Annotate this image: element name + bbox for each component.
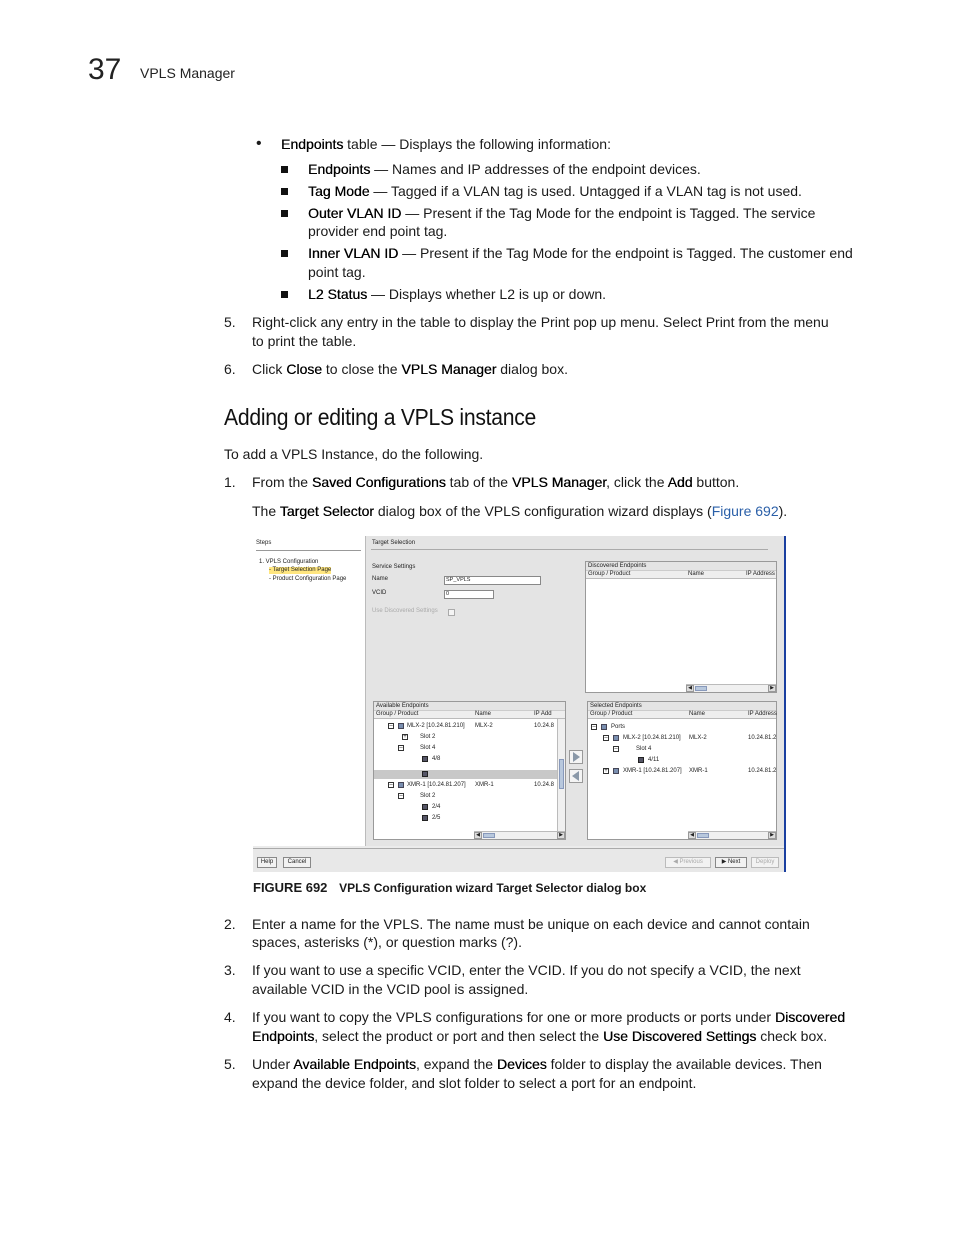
tree-item[interactable]: 2/5	[432, 815, 441, 821]
figure-caption	[253, 878, 646, 898]
scroll-thumb[interactable]	[695, 686, 707, 691]
tree-item-name: XMR-1	[689, 768, 708, 774]
chapter-number: 37	[88, 53, 122, 86]
available-hscrollbar[interactable]	[474, 831, 565, 839]
previous-button[interactable]: ◀ Previous	[665, 857, 711, 868]
square-bullet-icon	[281, 166, 288, 173]
step-6: Click Close to close the VPLS Manager dialog box.	[252, 361, 568, 377]
use-discovered-checkbox[interactable]	[448, 609, 455, 616]
tree-item[interactable]: XMR-1 [10.24.81.207]	[407, 782, 466, 788]
arrow-left-icon	[570, 770, 582, 782]
scroll-thumb[interactable]	[483, 833, 495, 838]
collapse-icon[interactable]: –	[604, 735, 608, 741]
cancel-button[interactable]: Cancel	[283, 857, 311, 868]
sub-bullet-inner-vlan: Inner VLAN ID — Present if the Tag Mode for the endpoint is Tagged. The customer end	[308, 245, 853, 261]
selected-hscrollbar[interactable]	[688, 831, 776, 839]
sub-bullet-tag-mode: Tag Mode — Tagged if a VLAN tag is used. Untagged if a VLAN tag is not used.	[308, 183, 802, 199]
discovered-title: Discovered Endpoints	[588, 563, 647, 569]
folder-icon[interactable]: +	[403, 734, 407, 740]
folder-icon	[601, 724, 607, 730]
name-input[interactable]: SP_VPLS	[444, 576, 541, 585]
step-number: 4.	[224, 1009, 236, 1025]
bullet-dot-icon: •	[256, 135, 262, 152]
square-bullet-icon	[281, 291, 288, 298]
sub-bullet-l2-status: L2 Status — Displays whether L2 is up or down.	[308, 286, 607, 302]
tree-item-name: MLX-2	[689, 735, 707, 741]
step-target-selection[interactable]: - Target Selection Page	[269, 567, 332, 573]
help-button[interactable]: Help	[257, 857, 277, 868]
vcid-label: VCID	[372, 590, 387, 596]
available-title: Available Endpoints	[376, 703, 429, 709]
selected-endpoints-panel	[587, 701, 777, 840]
sub-bullet-outer-vlan-cont: provider end point tag.	[308, 223, 448, 239]
tree-item[interactable]: MLX-2 [10.24.81.210]	[623, 735, 681, 741]
selected-row-highlight	[374, 770, 557, 779]
col-name[interactable]: Name	[689, 711, 706, 717]
next-button[interactable]: ▶ Next	[715, 857, 747, 868]
tree-item-ip: 10.24.8	[534, 723, 555, 729]
section-heading: Adding or editing a VPLS instance	[224, 404, 537, 430]
intro-bullet: Endpoints table — Displays the following information:	[281, 136, 611, 152]
scroll-left-icon[interactable]: ◀	[474, 832, 482, 839]
available-header	[374, 702, 565, 711]
step-3-line-1: If you want to use a specific VCID, enter the VCID. If you do not specify a VCID, the next	[252, 962, 801, 978]
tree-item-ip: 10.24.8	[534, 782, 555, 788]
col-group-product[interactable]: Group / Product	[590, 711, 633, 717]
sub-bullet-inner-vlan-cont: point tag.	[308, 264, 366, 280]
collapse-icon[interactable]: –	[389, 723, 393, 729]
step-4-line-2: Endpoints, select the product or port and then select the Use Discovered Settings check box.	[252, 1028, 828, 1044]
tree-item-ip: 10.24.81.2	[748, 735, 777, 741]
tree-item[interactable]: 4/8	[432, 756, 441, 762]
step-5b-line-2: expand the device folder, and slot folder to select a port for an endpoint.	[252, 1075, 697, 1091]
selected-column-headers	[588, 711, 776, 719]
device-icon	[613, 735, 619, 741]
figure-link[interactable]: Figure 692	[711, 503, 779, 519]
sub-bullet-outer-vlan: Outer VLAN ID — Present if the Tag Mode for the endpoint is Tagged. The service	[308, 205, 816, 221]
sub-bullet-endpoints: Endpoints — Names and IP addresses of the endpoint devices.	[308, 161, 701, 177]
tree-item-ip: 10.24.81.2	[748, 768, 777, 774]
step-5-line-1: Right-click any entry in the table to display the Print pop up menu. Select Print from the menu	[252, 314, 829, 330]
steps-divider	[256, 550, 361, 551]
collapse-icon[interactable]: –	[399, 793, 403, 799]
step-product-configuration[interactable]: - Product Configuration Page	[269, 576, 347, 582]
device-icon	[613, 768, 619, 774]
step-number: 3.	[224, 962, 236, 978]
vcid-input[interactable]: 0	[444, 590, 494, 599]
tree-item-name: MLX-2	[475, 723, 493, 729]
port-icon	[422, 804, 428, 810]
collapse-icon[interactable]: –	[389, 782, 393, 788]
step-1: From the Saved Configurations tab of the VPLS Manager, click the Add button.	[252, 474, 740, 490]
collapse-icon[interactable]: –	[399, 745, 403, 751]
scroll-right-icon[interactable]: ▶	[768, 685, 776, 692]
available-column-headers	[374, 711, 565, 719]
step-2-line-2: spaces, asterisks (*), or question marks (?).	[252, 934, 522, 950]
square-bullet-icon	[281, 188, 288, 195]
step-5b-line-1: Under Available Endpoints, expand the Devices folder to display the available devices. Then	[252, 1056, 822, 1072]
step-3-line-2: available VCID in the VCID pool is assigned.	[252, 981, 529, 997]
target-selector-dialog	[253, 536, 786, 872]
panel-title: Target Selection	[372, 540, 416, 546]
tree-item[interactable]: 4/11	[648, 757, 660, 763]
col-ip-address[interactable]: IP Add	[534, 711, 552, 717]
discovered-endpoints-panel	[585, 561, 777, 693]
available-endpoints-panel	[373, 701, 566, 840]
step-2-line-1: Enter a name for the VPLS. The name must be unique on each device and cannot contain	[252, 916, 810, 932]
collapse-icon[interactable]: –	[592, 724, 596, 730]
figure-caption-text: VPLS Configuration wizard Target Selector dialog box	[339, 881, 647, 895]
tree-item[interactable]: Slot 2	[420, 793, 436, 799]
scroll-left-icon[interactable]: ◀	[686, 685, 694, 692]
port-icon	[422, 815, 428, 821]
remove-endpoint-button[interactable]	[569, 769, 583, 783]
scroll-right-icon[interactable]: ▶	[768, 832, 776, 839]
scroll-thumb[interactable]	[559, 759, 564, 789]
dialog-button-bar	[253, 848, 784, 872]
discovered-header	[586, 562, 776, 571]
port-icon	[638, 757, 644, 763]
name-label: Name	[372, 576, 389, 582]
step-5-line-2: to print the table.	[252, 333, 357, 349]
steps-title: Steps	[256, 540, 272, 546]
add-endpoint-button[interactable]	[569, 750, 583, 764]
col-name[interactable]: Name	[688, 571, 705, 577]
tree-item[interactable]: Ports	[611, 724, 626, 730]
section-intro: To add a VPLS Instance, do the following.	[224, 446, 484, 462]
tree-item[interactable]: Slot 2	[420, 734, 436, 740]
tree-item[interactable]: Slot 4	[636, 746, 652, 752]
tree-item[interactable]: MLX-2 [10.24.81.210]	[407, 723, 465, 729]
tree-item[interactable]: Slot 4	[420, 745, 436, 751]
square-bullet-icon	[281, 210, 288, 217]
port-icon	[422, 771, 428, 777]
scroll-right-icon[interactable]: ▶	[557, 832, 565, 839]
chapter-title: VPLS Manager	[140, 65, 235, 81]
selected-title: Selected Endpoints	[590, 703, 642, 709]
scroll-thumb[interactable]	[697, 833, 709, 838]
square-bullet-icon	[281, 250, 288, 257]
discovered-column-headers	[586, 571, 776, 579]
tree-item-name: XMR-1	[475, 782, 494, 788]
expand-icon[interactable]: +	[604, 768, 608, 774]
step-1-note: The Target Selector dialog box of the VPLS configuration wizard displays (Figure 692).	[252, 503, 788, 519]
step-number: 2.	[224, 916, 236, 932]
device-icon	[398, 723, 404, 729]
port-icon	[422, 756, 428, 762]
tree-item[interactable]: XMR-1 [10.24.81.207]	[623, 768, 682, 774]
col-name[interactable]: Name	[475, 711, 492, 717]
deploy-button[interactable]: Deploy	[751, 857, 779, 868]
arrow-right-icon	[570, 751, 582, 763]
steps-pane	[253, 536, 365, 846]
figure-label: FIGURE 692	[253, 880, 328, 895]
selected-header	[588, 702, 776, 711]
col-ip-address[interactable]: IP Address	[746, 571, 775, 577]
available-vscrollbar[interactable]	[557, 719, 565, 831]
step-number: 6.	[224, 361, 236, 377]
step-number: 5.	[224, 314, 236, 330]
col-group-product[interactable]: Group / Product	[376, 711, 419, 717]
discovered-hscrollbar[interactable]	[686, 684, 776, 692]
tree-item[interactable]: 4/9	[432, 771, 441, 777]
device-icon	[398, 782, 404, 788]
col-group-product[interactable]: Group / Product	[588, 571, 631, 577]
col-ip-address[interactable]: IP Address	[748, 711, 777, 717]
tree-item[interactable]: 2/4	[432, 804, 441, 810]
step-number: 1.	[224, 474, 236, 490]
step-vpls-configuration: 1. VPLS Configuration	[259, 559, 319, 565]
panel-divider	[371, 549, 768, 550]
service-settings-label: Service Settings	[372, 564, 416, 570]
collapse-icon[interactable]: –	[614, 746, 618, 752]
scroll-left-icon[interactable]: ◀	[688, 832, 696, 839]
step-4-line-1: If you want to copy the VPLS configurations for one or more products or ports under Discovered	[252, 1009, 845, 1025]
use-discovered-label: Use Discovered Settings	[372, 608, 438, 614]
target-selection-pane	[365, 536, 784, 846]
step-number: 5.	[224, 1056, 236, 1072]
